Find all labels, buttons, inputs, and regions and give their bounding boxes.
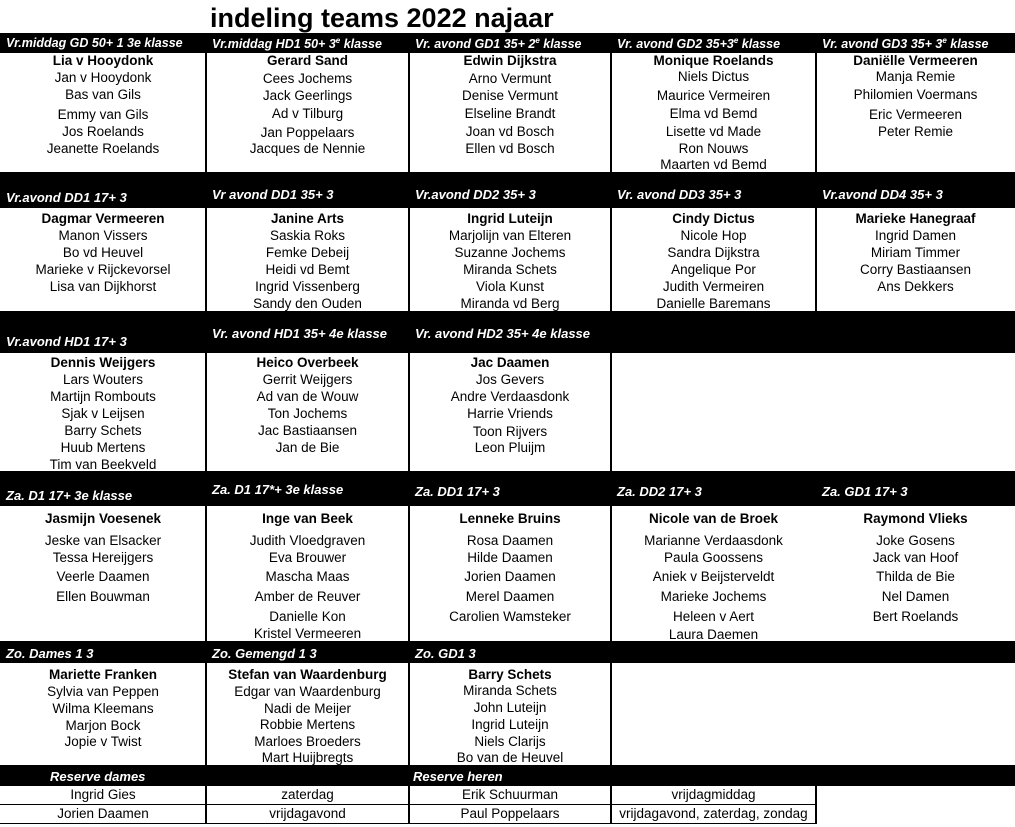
team-header (816, 311, 1015, 353)
team-header-text: Vr. avond HD1 35+ 4e klasse (212, 326, 388, 341)
team-header (409, 641, 611, 663)
team-member: Amber de Reuver (254, 589, 361, 604)
team-captain: Jasmijn Voesenek (44, 511, 162, 526)
team-member: Jan Poppelaars (260, 125, 355, 140)
reserve-cell: Ingrid Gies (70, 787, 136, 802)
team-cell (206, 53, 409, 172)
team-header-label (415, 326, 590, 341)
team-member: Danielle Kon (269, 609, 346, 624)
column-divider (408, 353, 410, 471)
team-member: Laura Daemen (668, 627, 759, 641)
reserve-header (206, 765, 409, 786)
team-header-text: Vr.middag HD1 50+ 3 (212, 37, 336, 52)
team-header (611, 311, 816, 353)
column-divider (610, 663, 612, 765)
team-cell (816, 353, 1015, 471)
team-header-text: Za. GD1 17+ 3 (822, 484, 908, 499)
team-captain: Raymond Vlieks (863, 511, 968, 526)
column-divider (815, 53, 817, 172)
team-captain: Lia v Hooydonk (52, 53, 154, 68)
team-captain: Heico Overbeek (256, 355, 359, 370)
team-header (409, 471, 611, 506)
column-divider (408, 786, 410, 824)
team-cell (409, 208, 611, 311)
team-member: Eric Vermeeren (868, 107, 963, 122)
reserve-cell: vrijdagavond, zaterdag, zondag (619, 806, 808, 821)
team-header-label (822, 36, 989, 51)
team-member: Ellen vd Bosch (465, 141, 555, 156)
team-header-label (822, 484, 908, 499)
team-cell (611, 53, 816, 172)
header-superscript: e (535, 36, 540, 45)
team-member: Emmy van Gils (57, 107, 149, 122)
team-member: Arno Vermunt (468, 71, 552, 86)
team-member: Corry Bastiaansen (859, 262, 972, 277)
team-header (611, 33, 816, 53)
team-cell (611, 353, 816, 471)
team-member: Aniek v Beijsterveldt (652, 569, 775, 584)
team-header-text: Vr.avond DD1 17+ 3 (6, 190, 127, 205)
team-member: Lars Wouters (62, 372, 144, 387)
team-cell (611, 663, 816, 765)
header-suffix: klasse (946, 37, 989, 52)
team-cell (409, 353, 611, 471)
team-member: Jan de Bie (275, 440, 340, 455)
team-header (0, 311, 206, 353)
team-member: Martijn Rombouts (50, 389, 156, 404)
team-header (206, 641, 409, 663)
reserve-cell: vrijdagmiddag (671, 787, 756, 802)
team-member: Harrie Vriends (467, 406, 553, 421)
team-header (409, 33, 611, 53)
team-member: Manja Remie (875, 69, 956, 84)
team-header-text: Vr. avond DD3 35+ 3 (617, 187, 742, 202)
team-member: Ad van de Wouw (256, 389, 359, 404)
team-member: Suzanne Jochems (454, 245, 566, 260)
team-member: Jos Gevers (475, 372, 545, 387)
team-member: Barry Schets (64, 423, 142, 438)
team-member: Hilde Daamen (467, 550, 553, 565)
team-header-label (822, 187, 943, 202)
column-divider (408, 53, 410, 172)
team-member: Nel Damen (881, 589, 950, 604)
team-member: Ron Nouws (678, 141, 749, 156)
reserve-header-label: Reserve heren (413, 769, 503, 784)
team-member: Veerle Daamen (56, 569, 150, 584)
team-member: Tim van Beekveld (49, 457, 157, 471)
team-member: Heleen v Aert (672, 609, 755, 624)
reserve-cell: zaterdag (281, 787, 334, 802)
team-member: Gerrit Weijgers (262, 372, 353, 387)
team-member: Femke Debeij (265, 245, 350, 260)
team-header-text: Vr. avond GD1 35+ 2 (415, 37, 536, 52)
team-cell (816, 208, 1015, 311)
team-member: Manon Vissers (58, 228, 148, 243)
team-member: Marieke Jochems (660, 589, 767, 604)
team-cell (816, 663, 1015, 765)
team-member: Philomien Voermans (853, 87, 978, 102)
column-divider (205, 53, 207, 172)
team-captain: Dagmar Vermeeren (41, 211, 165, 226)
team-captain: Gerard Sand (266, 53, 349, 68)
section-header-bar (0, 641, 1015, 663)
team-captain: Stefan van Waardenburg (228, 667, 387, 682)
column-divider (610, 353, 612, 471)
team-header (206, 172, 409, 208)
column-divider (408, 208, 410, 311)
team-header (611, 471, 816, 506)
column-divider (205, 353, 207, 471)
team-member: Maarten vd Bemd (660, 157, 767, 172)
column-divider (610, 786, 612, 824)
team-header-label (617, 484, 702, 499)
team-captain: Monique Roelands (653, 53, 774, 68)
team-captain: Lenneke Bruins (459, 511, 561, 526)
team-cell (611, 506, 816, 641)
team-header-text: Vr.avond HD1 17+ 3 (6, 334, 127, 349)
team-header-text: Vr avond DD1 35+ 3 (212, 187, 334, 202)
reserve-header (816, 765, 1015, 786)
column-divider (205, 786, 207, 824)
team-member: John Luteijn (473, 700, 547, 715)
team-member: Bas van Gils (65, 87, 141, 102)
team-cell (0, 663, 206, 765)
team-member: Jack van Hoof (872, 550, 959, 565)
team-captain: Dennis Weijgers (50, 355, 156, 370)
team-member: Jac Bastiaansen (257, 423, 358, 438)
team-member: Jorien Daamen (464, 569, 556, 584)
team-header (0, 471, 206, 506)
team-header (0, 641, 206, 663)
team-member: Niels Clarijs (474, 734, 546, 749)
team-header (206, 33, 409, 53)
team-header (611, 641, 816, 663)
team-member: Viola Kunst (475, 279, 545, 294)
team-header-label (617, 36, 780, 51)
team-member: Toon Rijvers (472, 424, 548, 439)
column-divider (408, 506, 410, 641)
team-header-text: Vr. avond HD2 35+ 4e klasse (415, 326, 591, 341)
team-member: Ingrid Vissenberg (255, 279, 360, 294)
team-header-label (415, 646, 476, 661)
header-superscript: e (942, 36, 947, 45)
team-header (409, 172, 611, 208)
header-superscript: e (733, 36, 739, 45)
team-member: Andre Verdaasdonk (450, 389, 570, 404)
team-cell (611, 208, 816, 311)
team-member: Elma vd Bemd (669, 106, 758, 121)
reserve-header-label: Reserve dames (50, 769, 146, 784)
team-member: Niels Dictus (677, 69, 750, 84)
page-title: indeling teams 2022 najaar (210, 3, 554, 33)
team-member: Denise Vermunt (461, 88, 559, 103)
team-member: Lisa van Dijkhorst (49, 279, 157, 294)
team-member: Edgar van Waardenburg (234, 684, 381, 699)
team-header (816, 471, 1015, 506)
header-suffix: klasse (738, 37, 781, 52)
team-header (0, 33, 206, 53)
team-member: Miranda Schets (463, 683, 557, 698)
team-member: Peter Remie (877, 124, 954, 139)
team-cell (0, 506, 206, 641)
team-header (611, 172, 816, 208)
team-member: Robbie Mertens (259, 717, 356, 732)
team-member: Jeske van Elsacker (44, 533, 162, 548)
team-header-text: Vr.avond DD4 35+ 3 (822, 187, 943, 202)
team-captain: Jac Daamen (470, 355, 550, 370)
team-member: Eva Brouwer (268, 550, 347, 565)
team-member: Kristel Vermeeren (253, 626, 362, 641)
team-cell (0, 208, 206, 311)
team-member: Marjon Bock (65, 718, 141, 733)
team-member: Joan vd Bosch (465, 124, 555, 139)
team-member: Joke Gosens (876, 533, 955, 548)
team-header-text: Vr.middag GD 50+ 1 3e klasse (6, 36, 183, 50)
team-member: Marianne Verdaasdonk (644, 533, 783, 548)
team-member: Carolien Wamsteker (449, 609, 571, 624)
team-header-label (6, 190, 127, 205)
reserve-header-bar (0, 765, 1015, 786)
column-divider (610, 208, 612, 311)
team-member: Angelique Por (671, 262, 756, 277)
team-cell (206, 506, 409, 641)
team-member: Lisette vd Made (665, 124, 762, 139)
team-header-label (617, 187, 741, 202)
team-cell (409, 53, 611, 172)
team-header-label (212, 646, 317, 661)
team-member: Paula Goossens (663, 550, 764, 565)
team-header-label (212, 482, 343, 497)
team-member: Ad v Tilburg (271, 106, 344, 121)
team-captain: Marieke Hanegraaf (855, 211, 976, 226)
team-member: Maurice Vermeiren (656, 88, 771, 103)
team-header (816, 641, 1015, 663)
team-member: Ans Dekkers (877, 279, 954, 294)
team-member: Saskia Roks (269, 228, 346, 243)
team-header (0, 172, 206, 208)
team-member: Bo van de Heuvel (456, 750, 564, 765)
team-member: Cees Jochems (262, 71, 353, 86)
column-divider (205, 663, 207, 765)
team-header-text: Zo. Dames 1 3 (6, 646, 94, 661)
team-captain: Mariette Franken (48, 667, 158, 682)
team-cell (206, 663, 409, 765)
header-superscript: e (335, 36, 341, 45)
team-member: Ton Jochems (267, 406, 348, 421)
team-captain: Nicole van de Broek (648, 511, 779, 526)
team-cell (0, 353, 206, 471)
team-member: Miriam Timmer (870, 245, 961, 260)
team-member: Jeanette Roelands (46, 141, 160, 156)
section-header-bar (0, 311, 1015, 353)
column-divider (610, 53, 612, 172)
team-member: Marieke v Rijckevorsel (35, 262, 171, 277)
team-header (816, 33, 1015, 53)
team-member: Ellen Bouwman (56, 589, 150, 604)
column-divider (610, 506, 612, 641)
team-member: Bert Roelands (872, 609, 959, 624)
team-member: Wilma Kleemans (52, 701, 154, 716)
team-member: Marloes Broeders (254, 734, 361, 749)
team-captain: Janine Arts (270, 211, 345, 226)
team-member: Jan v Hooydonk (54, 70, 152, 85)
team-cell (206, 353, 409, 471)
team-header-text: Zo. Gemengd 1 3 (212, 646, 317, 661)
team-header-text: Vr.avond DD2 35+ 3 (415, 187, 536, 202)
team-header-label (212, 326, 387, 341)
column-divider (205, 506, 207, 641)
team-member: Huub Mertens (60, 440, 146, 455)
team-member: Danielle Baremans (656, 296, 771, 311)
team-member: Jos Roelands (62, 124, 144, 139)
team-member: Elseline Brandt (464, 106, 556, 121)
team-captain: Daniëlle Vermeeren (853, 53, 978, 68)
team-header-label (212, 187, 334, 202)
team-member: Nicole Hop (680, 228, 747, 243)
team-header-text: Za. DD1 17+ 3 (415, 484, 500, 499)
team-member: Leon Pluijm (474, 440, 546, 455)
team-member: Ingrid Luteijn (471, 717, 549, 732)
reserve-cell: Erik Schuurman (461, 787, 559, 802)
section-header-bar (0, 471, 1015, 506)
team-header-text: Za. D1 17*+ 3e klasse (212, 482, 344, 497)
reserve-cell: vrijdagavond (269, 806, 346, 821)
column-divider (815, 208, 817, 311)
reserve-header (611, 765, 816, 786)
team-captain: Ingrid Luteijn (467, 211, 553, 226)
team-member: Tessa Hereijgers (52, 550, 154, 565)
team-member: Mascha Maas (265, 569, 350, 584)
team-header-label (415, 484, 500, 499)
team-member: Ingrid Damen (874, 228, 957, 243)
section-header-bar (0, 33, 1015, 53)
team-header (206, 311, 409, 353)
team-header-label (6, 334, 127, 349)
team-header-text: Za. DD2 17+ 3 (617, 484, 702, 499)
team-header-text: Za. D1 17+ 3e klasse (6, 488, 133, 503)
team-member: Jack Geerlings (262, 88, 353, 103)
team-header (409, 311, 611, 353)
column-divider (408, 663, 410, 765)
team-cell (206, 208, 409, 311)
team-member: Nadi de Meijer (263, 701, 352, 716)
column-divider (815, 786, 817, 824)
team-header-text: Zo. GD1 3 (415, 646, 476, 661)
team-member: Miranda Schets (463, 262, 557, 277)
team-header-label (6, 488, 132, 503)
reserve-header (0, 765, 206, 786)
team-member: Sylvia van Peppen (47, 684, 159, 699)
section-header-bar (0, 172, 1015, 208)
team-member: Thilda de Bie (876, 569, 955, 584)
team-member: Jopie v Twist (64, 734, 142, 749)
team-member: Jacques de Nennie (249, 141, 366, 156)
reserve-header (409, 765, 611, 786)
team-header-label (212, 36, 382, 51)
team-member: Miranda vd Berg (460, 296, 560, 311)
team-header-label (415, 36, 582, 51)
team-member: Sandra Dijkstra (667, 245, 760, 260)
reserve-cell: Jorien Daamen (57, 806, 149, 821)
team-cell (816, 506, 1015, 641)
header-suffix: klasse (340, 37, 382, 52)
header-suffix: klasse (539, 37, 582, 52)
team-header-label (6, 646, 93, 661)
team-cell (816, 53, 1015, 172)
team-header-text: Vr. avond GD3 35+ 3 (822, 37, 943, 52)
team-header-label (415, 187, 536, 202)
team-member: Merel Daamen (465, 589, 555, 604)
column-divider (205, 208, 207, 311)
team-captain: Barry Schets (468, 667, 552, 682)
team-member: Heidi vd Bemt (265, 262, 350, 277)
team-cell (409, 506, 611, 641)
team-header (816, 172, 1015, 208)
team-member: Bo vd Heuvel (62, 245, 144, 260)
team-header (206, 471, 409, 506)
team-member: Sandy den Ouden (253, 296, 362, 311)
team-member: Mart Huijbregts (261, 750, 354, 765)
team-header-label (6, 36, 183, 50)
team-captain: Cindy Dictus (672, 211, 755, 226)
team-captain: Inge van Beek (262, 511, 353, 526)
team-cell (409, 663, 611, 765)
team-captain: Edwin Dijkstra (463, 53, 557, 68)
team-member: Marjolijn van Elteren (448, 228, 572, 243)
team-member: Judith Vloedgraven (249, 533, 366, 548)
reserve-cell: Paul Poppelaars (460, 806, 560, 821)
team-member: Rosa Daamen (466, 533, 554, 548)
team-cell (0, 53, 206, 172)
team-header-text: Vr. avond GD2 35+3 (617, 37, 734, 52)
team-member: Judith Vermeiren (662, 279, 765, 294)
team-member: Sjak v Leijsen (61, 406, 145, 421)
